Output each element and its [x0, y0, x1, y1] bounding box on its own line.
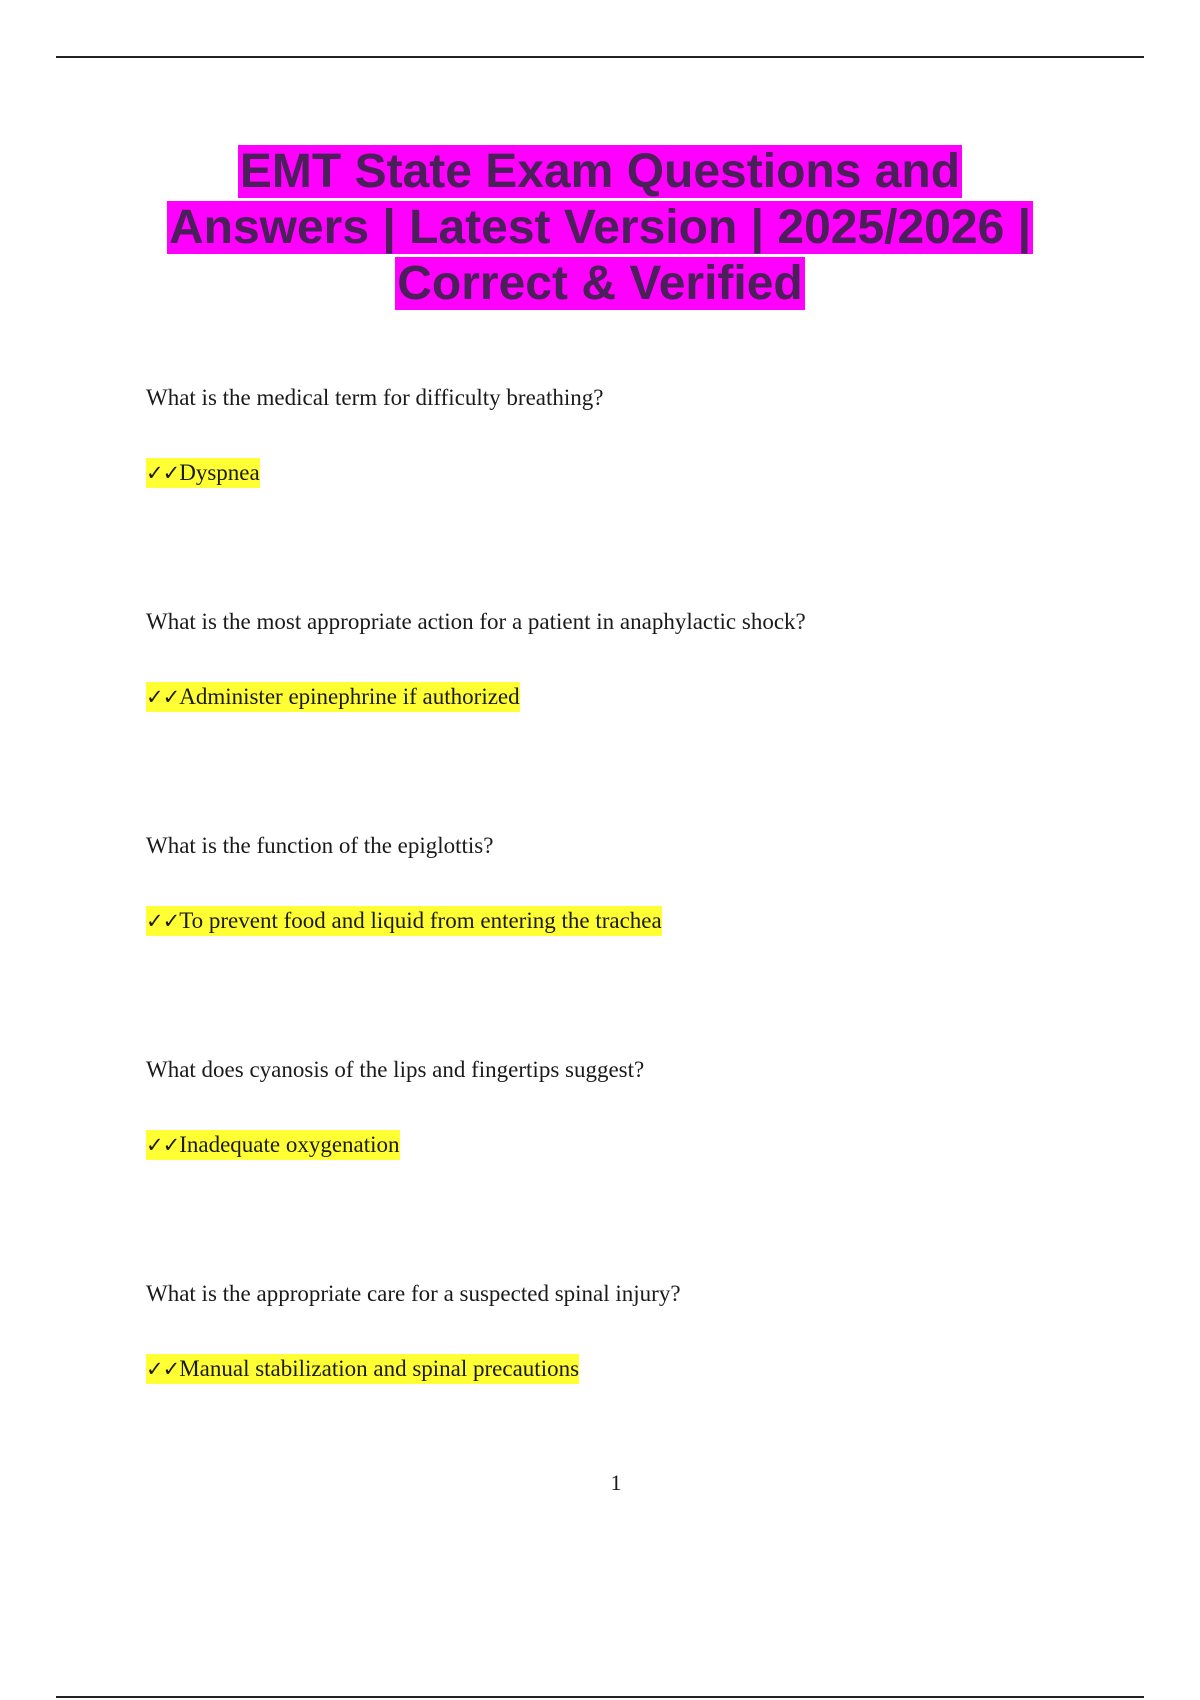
answer: [146, 906, 1146, 936]
question-text: What does cyanosis of the lips and fingertips suggest?: [146, 1057, 645, 1082]
answer-text: Dyspnea: [179, 460, 260, 485]
document-title: [100, 144, 1100, 312]
question-text: What is the medical term for difficulty breathing?: [146, 385, 604, 410]
title-line: Answers | Latest Version | 2025/2026 |: [168, 201, 1032, 254]
answer-text: Manual stabilization and spinal precautions: [179, 1356, 580, 1381]
answer-text: Inadequate oxygenation: [179, 1132, 400, 1157]
qa-item: [146, 383, 1146, 488]
answer-text: To prevent food and liquid from entering the trachea: [179, 908, 662, 933]
qa-item: [146, 1055, 1146, 1160]
answer-highlight: [146, 682, 520, 712]
double-check-icon: ✓✓: [146, 461, 180, 485]
double-check-icon: ✓✓: [146, 909, 180, 933]
answer-text: Administer epinephrine if authorized: [179, 684, 520, 709]
double-check-icon: ✓✓: [146, 685, 180, 709]
footer-rule: [56, 1696, 1144, 1698]
answer-highlight: [146, 1130, 400, 1160]
qa-item: [146, 831, 1146, 936]
header-rule: [56, 56, 1144, 58]
title-line: EMT State Exam Questions and: [239, 145, 961, 198]
page-number: 1: [610, 1470, 622, 1495]
question-text: What is the most appropriate action for a patient in anaphylactic shock?: [146, 609, 806, 634]
double-check-icon: ✓✓: [146, 1357, 180, 1381]
answer: [146, 1130, 1146, 1160]
title-line: Correct & Verified: [397, 257, 803, 310]
answer: [146, 682, 1146, 712]
answer-highlight: [146, 906, 662, 936]
double-check-icon: ✓✓: [146, 1133, 180, 1157]
qa-item: [146, 607, 1146, 712]
question-text: What is the appropriate care for a suspected spinal injury?: [146, 1281, 681, 1306]
answer: [146, 458, 1146, 488]
answer-highlight: [146, 458, 260, 488]
answer: [146, 1354, 1146, 1384]
answer-highlight: [146, 1354, 579, 1384]
question-text: What is the function of the epiglottis?: [146, 833, 494, 858]
qa-item: [146, 1279, 1146, 1384]
